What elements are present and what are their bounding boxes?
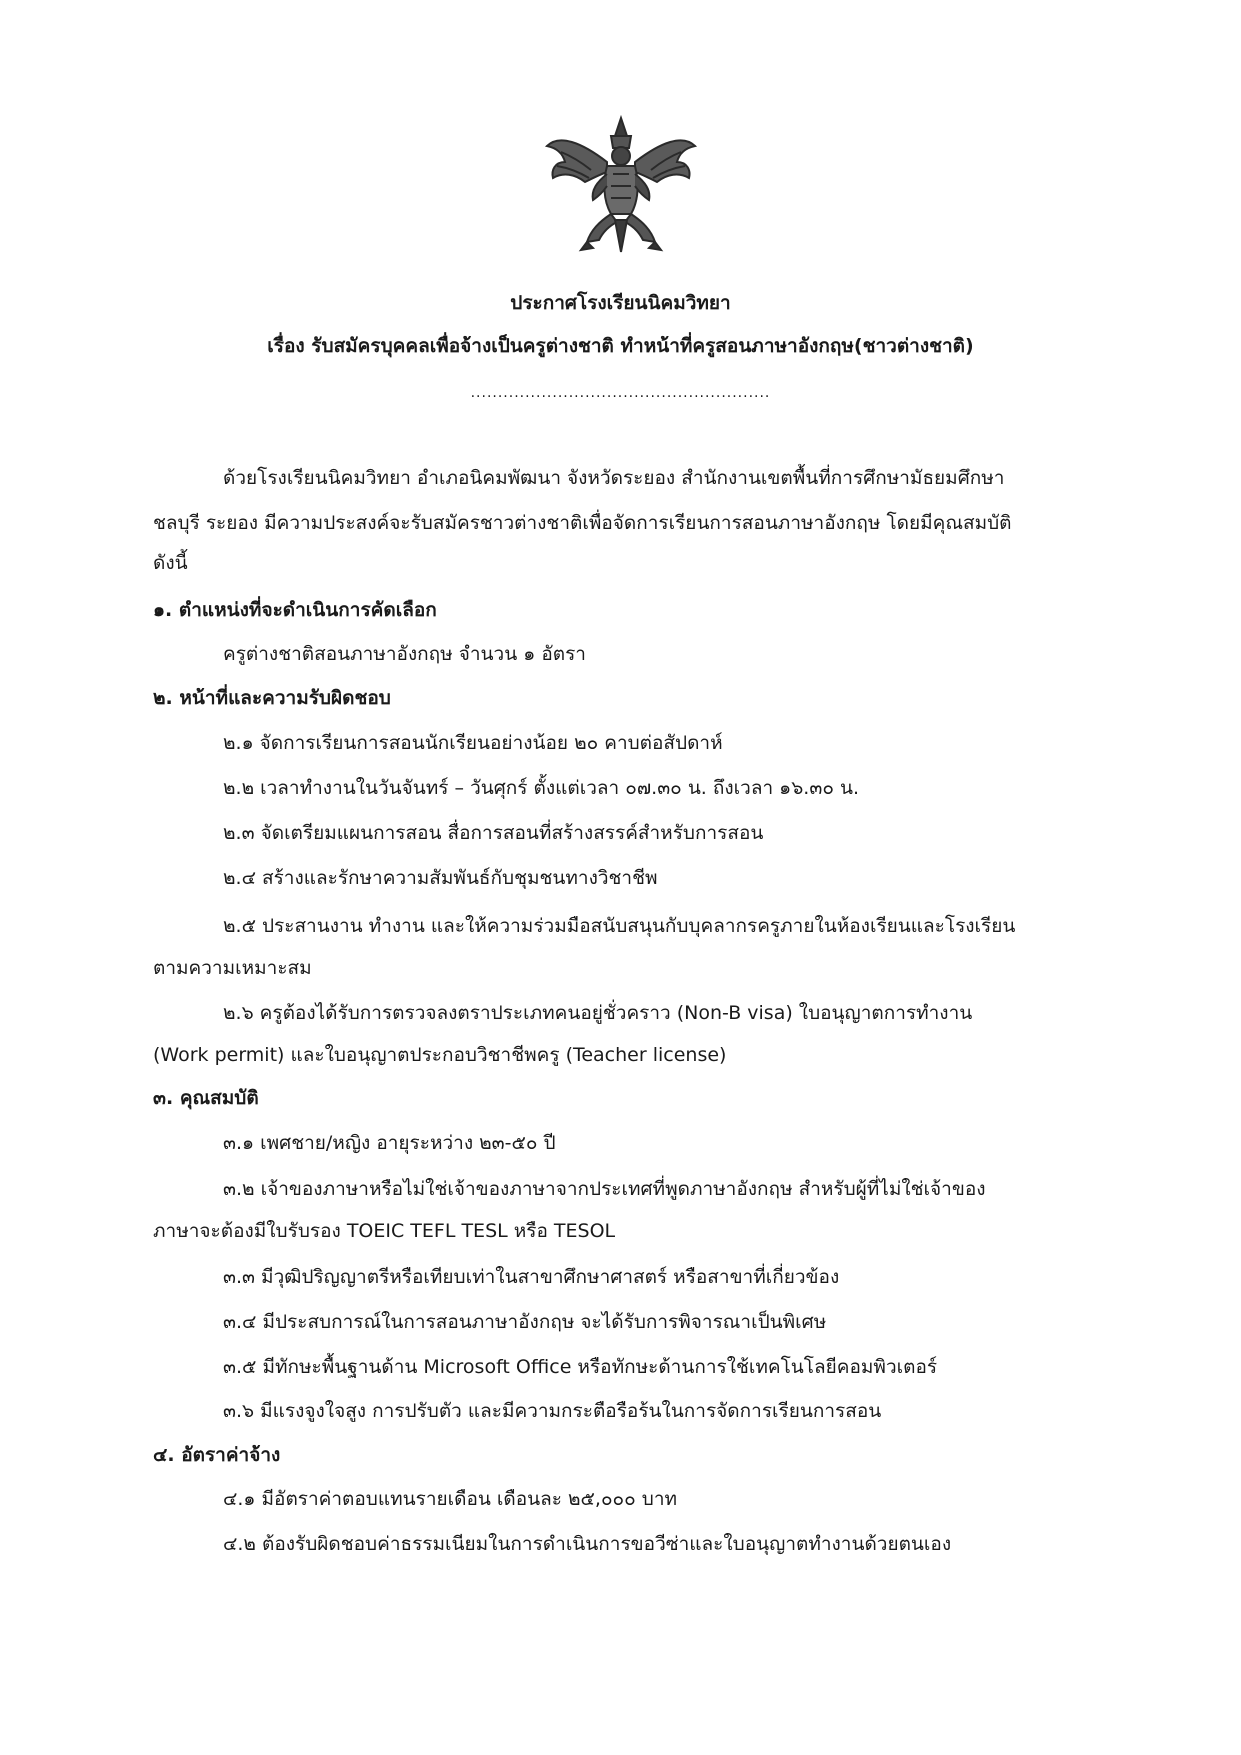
announcement-subject: เรื่อง รับสมัครบุคคลเพื่อจ้างเป็นครูต่างชาติ ทำหน้าที่ครูสอนภาษาอังกฤษ(ชาวต่างชาติ) bbox=[267, 335, 974, 357]
section-3-item-2-cont: ภาษาจะต้องมีใบรับรอง TOEIC TEFL TESL หรือ TESOL bbox=[153, 1220, 616, 1242]
section-2-item-2: ๒.๒ เวลาทำงานในวันจันทร์ – วันศุกร์ ตั้งแต่เวลา ๐๗.๓๐ น. ถึงเวลา ๑๖.๓๐ น. bbox=[223, 777, 859, 799]
intro-line-1: ด้วยโรงเรียนนิคมวิทยา อำเภอนิคมพัฒนา จังหวัดระยอง สำนักงานเขตพื้นที่การศึกษามัธยมศึกษา bbox=[223, 467, 1005, 489]
section-3-heading: ๓. คุณสมบัติ bbox=[153, 1087, 259, 1109]
intro-line-2: ชลบุรี ระยอง มีความประสงค์จะรับสมัครชาวต่างชาติเพื่อจัดการเรียนการสอนภาษาอังกฤษ โดยมีคุณสมบัติ bbox=[153, 512, 1012, 534]
section-3-item-6: ๓.๖ มีแรงจูงใจสูง การปรับตัว และมีความกระตือรือร้นในการจัดการเรียนการสอน bbox=[223, 1400, 882, 1422]
section-2-item-6-cont: (Work permit) และใบอนุญาตประกอบวิชาชีพครู (Teacher license) bbox=[153, 1044, 727, 1066]
section-1-heading: ๑. ตำแหน่งที่จะดำเนินการคัดเลือก bbox=[153, 599, 437, 621]
section-2-heading: ๒. หน้าที่และความรับผิดชอบ bbox=[153, 687, 391, 709]
section-4-item-2: ๔.๒ ต้องรับผิดชอบค่าธรรมเนียมในการดำเนินการขอวีซ่าและใบอนุญาตทำงานด้วยตนเอง bbox=[223, 1533, 952, 1555]
section-3-item-1: ๓.๑ เพศชาย/หญิง อายุระหว่าง ๒๓-๕๐ ปี bbox=[223, 1132, 556, 1154]
section-1-item: ครูต่างชาติสอนภาษาอังกฤษ จำนวน ๑ อัตรา bbox=[223, 643, 586, 665]
title-divider: ....................................................... bbox=[470, 385, 771, 401]
garuda-emblem-icon bbox=[541, 112, 701, 262]
section-4-heading: ๔. อัตราค่าจ้าง bbox=[153, 1444, 281, 1466]
section-3-item-5: ๓.๕ มีทักษะพื้นฐานด้าน Microsoft Office หรือทักษะด้านการใช้เทคโนโลยีคอมพิวเตอร์ bbox=[223, 1356, 938, 1378]
section-2-item-5-cont: ตามความเหมาะสม bbox=[153, 957, 312, 979]
section-2-item-1: ๒.๑ จัดการเรียนการสอนนักเรียนอย่างน้อย ๒๐ คาบต่อสัปดาห์ bbox=[223, 732, 723, 754]
section-4-item-1: ๔.๑ มีอัตราค่าตอบแทนรายเดือน เดือนละ ๒๕,๐๐๐ บาท bbox=[223, 1488, 678, 1510]
section-2-item-4: ๒.๔ สร้างและรักษาความสัมพันธ์กับชุมชนทางวิชาชีพ bbox=[223, 867, 658, 889]
section-3-item-2: ๓.๒ เจ้าของภาษาหรือไม่ใช่เจ้าของภาษาจากประเทศที่พูดภาษาอังกฤษ สำหรับผู้ที่ไม่ใช่เจ้าของ bbox=[223, 1178, 986, 1200]
section-2-item-3: ๒.๓ จัดเตรียมแผนการสอน สื่อการสอนที่สร้างสรรค์สำหรับการสอน bbox=[223, 822, 764, 844]
intro-line-3: ดังนี้ bbox=[153, 552, 188, 574]
section-3-item-4: ๓.๔ มีประสบการณ์ในการสอนภาษาอังกฤษ จะได้รับการพิจารณาเป็นพิเศษ bbox=[223, 1311, 827, 1333]
section-2-item-5: ๒.๕ ประสานงาน ทำงาน และให้ความร่วมมือสนับสนุนกับบุคลากรครูภายในห้องเรียนและโรงเรียน bbox=[223, 915, 1016, 937]
section-3-item-3: ๓.๓ มีวุฒิปริญญาตรีหรือเทียบเท่าในสาขาศึกษาศาสตร์ หรือสาขาที่เกี่ยวข้อง bbox=[223, 1266, 840, 1288]
section-2-item-6: ๒.๖ ครูต้องได้รับการตรวจลงตราประเภทคนอยู่ชั่วคราว (Non-B visa) ใบอนุญาตการทำงาน bbox=[223, 1002, 973, 1024]
announcement-title: ประกาศโรงเรียนนิคมวิทยา bbox=[510, 292, 731, 314]
